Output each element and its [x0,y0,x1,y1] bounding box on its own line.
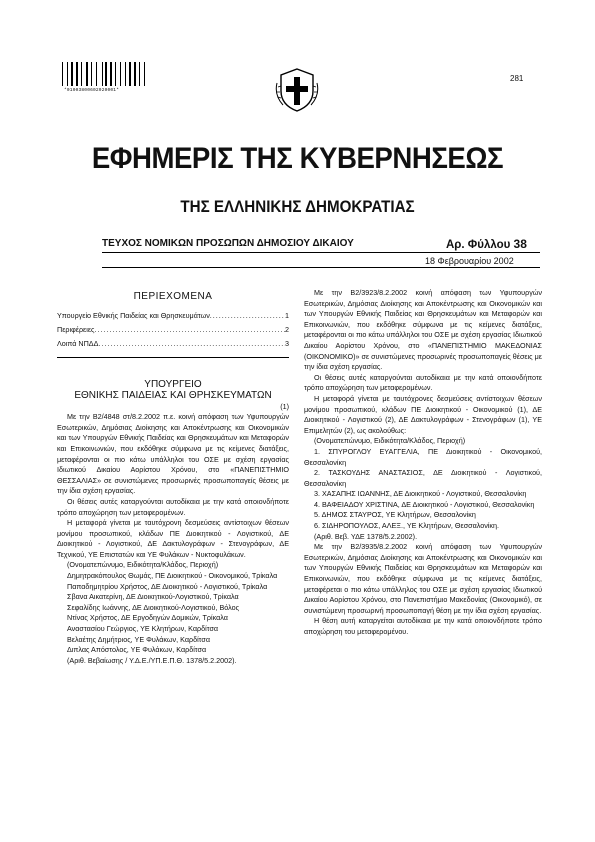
greek-coat-of-arms-emblem [275,65,319,113]
issue-rule [102,252,540,253]
list-item: Διπλας Απόστολος, ΥΕ Φυλάκων, Καρδίτσα [67,645,207,655]
toc-heading: ΠΕΡΙΕΧΟΜΕΝΑ [133,291,213,302]
gazette-subtitle: ΤΗΣ ΕΛΛΗΝΙΚΗΣ ΔΗΜΟΚΡΑΤΙΑΣ [180,198,415,216]
issue-type: ΤΕΥΧΟΣ ΝΟΜΙΚΩΝ ΠΡΟΣΩΠΩΝ ΔΗΜΟΣΙΟΥ ΔΙΚΑΙΟΥ [102,238,354,249]
decision-number: (1) [280,401,289,411]
sheet-number-label [446,237,527,251]
paragraph: Με την Β2/3935/8.2.2002 κοινή απόφαση των Υφυπουργών Εσωτερικών, Δημόσιας Διοίκησης και Αποκέντρωσης και Οικονομικών και των Υπουργών Εθνικής Παιδείας και Θρησκευμάτων και Μεταφορών και Επικοινωνιών, που εκδόθηκε σύμφωνα με τις κείμενες διατάξεις, μεταφέρεται ο πιο κάτω υπάλληλος του ΟΣΕ με σχέση εργασίας Ιδιωτικού Δικαίου Αορίστου Χρόνου, στο Πανεπιστήμιο Μακεδονίας (Οικονομικό), σε συνιστώμενη προσωρινή προσωποπαγή θέση με την ίδια σχέση εργασίας. [304,542,542,615]
issue-date: 18 Φεβρουαρίου 2002 [425,256,514,266]
toc-item: Λοιπά ΝΠΔΔ ..... 3 [57,339,289,350]
paragraph: Η θέση αυτή καταργείται αυτοδίκαια με την κατά οποιονδήποτε τρόπο αποχώρηση του μεταφερομένου. [304,616,542,636]
paragraph: Η μεταφορά γίνεται με ταυτόχρονη δεσμεύσεις αντίστοιχων θέσεων μονίμου προσωπικού, κλάδων ΠΕ Διοικητικού - Λογιστικού, ΔΕ Διοικητικού - Λογιστικού, ΔΕ Δακτυλογράφων - Στενογράφων, ΔΕ Τεχνικού, ΥΕ Επιστατών και ΥΕ Φυλάκων - Νυκτοφυλάκων. [57,518,289,559]
left-column [57,288,289,666]
list-item: 4. ΒΑΦΕΙΑΔΟΥ ΧΡΙΣΤΙΝΑ, ΔΕ Διοικητικού - Λογιστικού, Θεσσαλονίκη [314,499,535,509]
paragraph: Οι θέσεις αυτές καταργούνται αυτοδίκαια με την κατά οποιονδήποτε τρόπο αποχώρηση των μεταφερομένων. [57,496,289,517]
sheet-number: 38 [513,237,527,251]
sheet-label: Αρ. Φύλλου [446,239,511,251]
page-number: 281 [510,74,524,83]
paragraph: Με την Β2/3923/8.2.2002 κοινή απόφαση των Υφυπουργών Εσωτερικών, Δημόσιας Διοίκησης και Αποκέντρωσης και Οικονομικών και των Υπουργών Εθνικής Παιδείας και Θρησκευμάτων και Μεταφορών και Επικοινωνιών, που εκδόθηκε σύμφωνα με τις κείμενες διατάξεις, μεταφέρονται οι πιο κάτω υπάλληλοι του ΟΣΕ με σχέση εργασίας Ιδιωτικού Δικαίου Αορίστου Χρόνου, στο «ΠΑΝΕΠΙΣΤΗΜΙΟ ΜΑΚΕΔΟΝΙΑΣ (ΟΙΚΟΝΟΜΙΚΟ)» σε συνιστώμενες προσωρινές προσωποπαγείς θέσεις με την ίδια σχέση εργασίας. [304,288,542,372]
list-item: 2. ΤΑΣΚΟΥΔΗΣ ΑΝΑΣΤΑΣΙΟΣ, ΔΕ Διοικητικού - Λογιστικού, Θεσσαλονίκη [304,468,542,488]
list-item: Βελαέτης Δημήτριος, ΥΕ Φυλάκων, Καρδίτσα [67,634,211,644]
list-item: Αναστασίου Γεώργιος, ΥΕ Κλητήρων, Καρδίτσα [67,624,219,634]
toc-item: Περιφέρειες ..... 2 [57,325,289,336]
right-column [304,288,542,638]
paragraph: (Ονοματεπώνυμο, Ειδικότητα/Κλάδος, Περιοχή) [67,560,219,570]
paragraph: Με την Β2/4848 στ/8.2.2002 π.ε. κοινή απόφαση των Υφυπουργών Εσωτερικών, Δημόσιας Διοίκησης και Αποκέντρωσης και Οικονομικών και των Υπουργών Εθνικής Παιδείας και Θρησκευμάτων και Μεταφορών και Επικοινωνιών, που εκδόθηκε σύμφωνα με τις κείμενες διατάξεις, μεταφέρονται οι πιο κάτω υπάλληλοι του ΟΣΕ με σχέση εργασίας Ιδιωτικού Δικαίου Αορίστου Χρόνου, στο «ΠΑΝΕΠΙΣΤΗΜΙΟ ΘΕΣΣΑΛΙΑΣ» σε συνιστώμενες προσωρινές προσωποπαγείς θέσεις με την ίδια σχέση εργασίας. [57,412,289,496]
toc-item: Υπουργείο Εθνικής Παιδείας και Θρησκευμάτων ..... 1 [57,311,289,322]
ministry-heading: ΥΠΟΥΡΓΕΙΟ [144,379,202,391]
paragraph: (Ονοματεπώνυμο, Ειδικότητα/Κλάδος, Περιοχή) [314,436,466,446]
toc-divider [57,357,289,358]
paragraph: Η μεταφορά γίνεται με ταυτόχρονες δεσμεύσεις αντίστοιχων θέσεων μονίμου προσωπικού, κλάδων ΠΕ Διοικητικού - Οικονομικού (1), ΔΕ Διοικητικού - Λογιστικού (2), ΔΕ Δακτυλογράφων - Στενογράφων (1), ΥΕ Επιμελητών (2), ως ακολούθως: [304,393,542,435]
ministry-name: ΕΘΝΙΚΗΣ ΠΑΙΔΕΙΑΣ ΚΑΙ ΘΡΗΣΚΕΥΜΑΤΩΝ [74,389,272,401]
date-rule [102,267,540,268]
reference: (Αριθ. Βεβαίωσης / Υ.Δ.Ε./ΥΠ.Ε.Π.Θ. 1378/5.2.2002). [67,655,237,665]
list-item: Δημητρακόπουλος Θωμάς, ΠΕ Διοικητικού - Οικονομικού, Τρίκαλα [67,571,278,581]
list-item: Σβανα Αικατερίνη, ΔΕ Διοικητικού-Λογιστικού, Τρίκαλα [67,592,239,602]
list-item: Παπαδημητρίου Χρήστος, ΔΕ Διοικητικού - Λογιστικού, Τρίκαλα [67,581,268,591]
list-item: 5. ΔΗΜΟΣ ΣΤΑΥΡΟΣ, ΥΕ Κλητήρων, Θεσσαλονίκη [314,510,476,520]
list-item: Σεφαλίδης Ιωάννης, ΔΕ Διοικητικού-Λογιστικού, Βόλος [67,602,240,612]
list-item: Ντίνας Χρήστος, ΔΕ Εργοδηγών Δομικών, Τρίκαλα [67,613,228,623]
list-item: 6. ΣΙΔΗΡΟΠΟΥΛΟΣ, ΑΛΕΞ., ΥΕ Κλητήρων, Θεσσαλονίκη. [314,521,499,531]
gazette-title: ΕΦΗΜΕΡΙΣ ΤΗΣ ΚΥΒΕΡΝΗΣΕΩΣ [91,142,504,175]
list-item: 3. ΧΑΣΑΠΗΣ ΙΩΑΝΝΗΣ, ΔΕ Διοικητικού - Λογιστικού, Θεσσαλονίκη [314,489,527,499]
paragraph: Οι θέσεις αυτές καταργούνται αυτοδίκαια με την κατά οποιονδήποτε τρόπο αποχώρηση των μεταφερομένων. [304,372,542,393]
barcode [62,62,145,86]
barcode-text: *01003800602020001* [64,88,120,93]
reference: (Αριθ. Βεβ. ΥΔΕ 1378/5.2.2002). [314,531,418,541]
list-item: 1. ΣΠΥΡΟΓΛΟΥ ΕΥΑΓΓΕΛΙΑ, ΠΕ Διοικητικού - Οικονομικού, Θεσσαλονίκη [304,446,542,467]
